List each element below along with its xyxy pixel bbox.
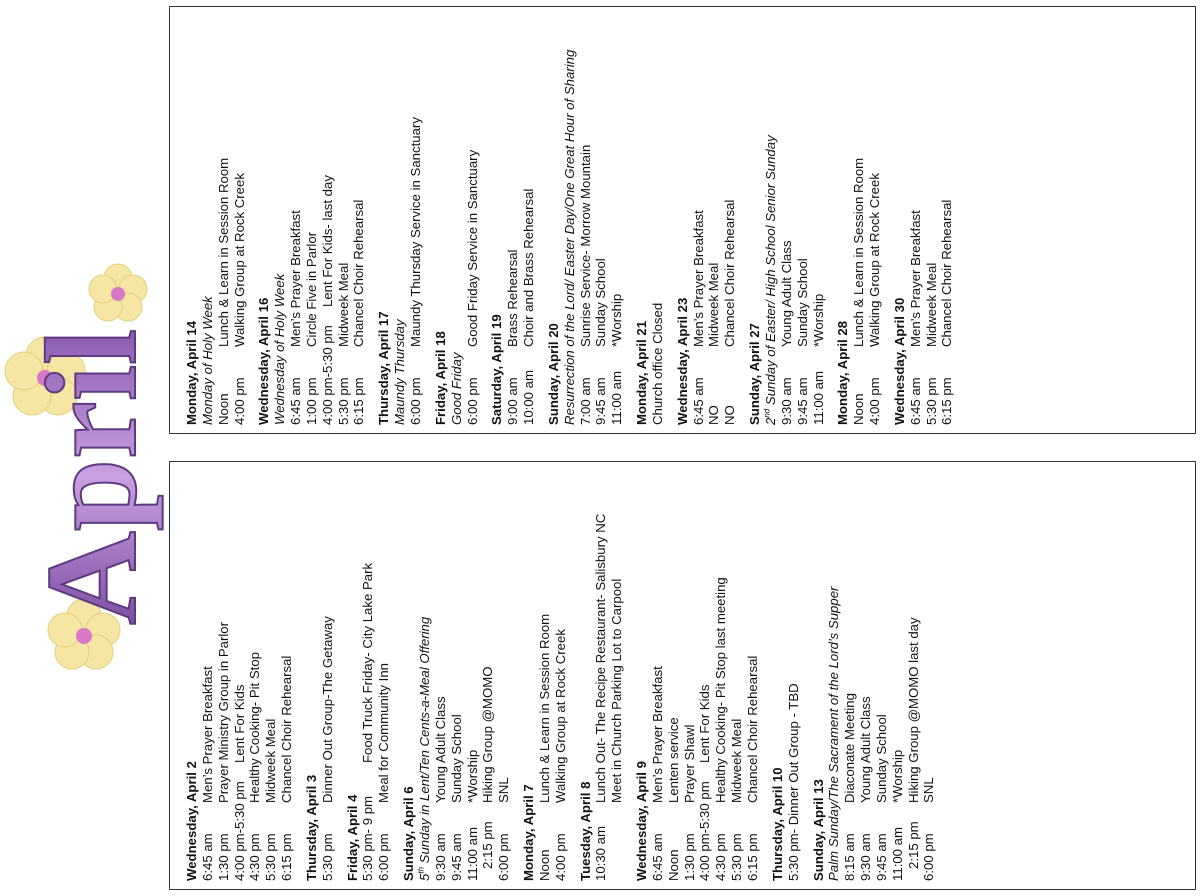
- event-time: 11:00 am: [609, 370, 625, 425]
- event-description: Good Friday Service in Sanctuary: [464, 149, 480, 347]
- day-heading: Wednesday, April 23: [674, 297, 690, 425]
- event-description: SNL: [921, 777, 937, 803]
- event-row: [480, 473, 496, 881]
- event-description: Lunch & Learn in Session Room: [215, 157, 231, 347]
- event-description: *Worship: [889, 749, 905, 803]
- event-description: Lunch & Learn in Session Room: [536, 613, 552, 803]
- event-row: [867, 17, 883, 425]
- event-description: Midweek Meal: [729, 718, 745, 803]
- day-block: [770, 473, 802, 881]
- event-row: [304, 17, 320, 425]
- day-heading: Monday, April 28: [835, 320, 851, 425]
- event-row: [697, 473, 713, 881]
- event-description: Lunch Out- The Recipe Restaurant- Salisbury NC: [593, 513, 609, 803]
- event-row: [320, 473, 336, 881]
- event-time: 4:00 pm-5:30 pm: [319, 325, 335, 425]
- event-time: 4:00 pm-5:30 pm: [697, 781, 713, 881]
- event-row: [609, 473, 625, 881]
- day-heading: Thursday, April 10: [769, 767, 785, 881]
- event-time: [609, 803, 625, 881]
- event-row: [609, 17, 625, 425]
- event-description: Midweek Meal: [263, 718, 279, 803]
- event-time: 6:15 pm: [745, 833, 760, 881]
- day-subtitle: [392, 17, 408, 425]
- schedule-panel-late-april: [169, 6, 1196, 434]
- day-subtitle-number: 2: [763, 417, 778, 425]
- event-time: 6:45 am: [690, 377, 706, 425]
- event-time: 9:45 am: [448, 833, 464, 881]
- event-time: 9:45 am: [593, 377, 609, 425]
- event-description: Midweek Meal: [923, 262, 939, 347]
- event-time: 6:00 pm: [496, 833, 512, 881]
- day-subtitle-text: Monday of Holy Week: [199, 296, 215, 425]
- event-description: Chancel Choir Rehearsal: [745, 655, 760, 803]
- event-time: 5:30 pm: [923, 377, 939, 425]
- event-time: NO: [722, 405, 738, 425]
- event-row: [263, 473, 279, 881]
- day-heading: Thursday, April 17: [376, 311, 392, 425]
- day-block: [376, 17, 424, 425]
- schedule-panel-early-april: [169, 461, 1196, 890]
- day-subtitle-text: Sunday in Lent/Ten Cents-a-Meal Offering: [416, 616, 432, 867]
- day-heading: Saturday, April 19: [489, 314, 505, 425]
- event-row: [288, 17, 304, 425]
- page-title: April: [20, 328, 164, 625]
- day-heading: Tuesday, April 8: [577, 781, 593, 881]
- event-description: Lent For Kids- last day: [319, 175, 335, 307]
- day-block: [521, 473, 569, 881]
- event-time: 6:45 am: [907, 377, 923, 425]
- day-block: [433, 17, 481, 425]
- event-description: Young Adult Class: [858, 696, 874, 803]
- event-time: 1:30 pm: [681, 833, 697, 881]
- event-description: Walking Group at Rock Creek: [552, 629, 568, 803]
- day-subtitle: [562, 17, 578, 425]
- event-time: 11:00 am: [464, 826, 480, 881]
- event-description: Sunday School: [448, 714, 464, 803]
- day-heading: Friday, April 4: [344, 794, 360, 881]
- day-subtitle: [272, 17, 288, 425]
- event-row: [811, 17, 827, 425]
- event-time: NO: [706, 405, 722, 425]
- event-row: [578, 17, 594, 425]
- event-description: Meal for Community Inn: [376, 663, 392, 803]
- event-row: [449, 473, 465, 881]
- event-time: 6:00 pm: [407, 377, 423, 425]
- event-row: [924, 17, 940, 425]
- event-description: *Worship: [464, 749, 480, 803]
- event-description: Healthy Cooking- Pit Stop: [247, 652, 263, 803]
- event-description: Dinner Out Group-The Getaway: [319, 616, 335, 803]
- event-row: [908, 17, 924, 425]
- event-description: Choir and Brass Rehearsal: [521, 188, 537, 347]
- event-time: Noon: [215, 393, 231, 425]
- event-row: [874, 473, 890, 881]
- event-description: Sunrise Service- Morrow Mountain: [577, 144, 593, 347]
- event-description: Hiking Group @MOMO last day: [905, 617, 921, 803]
- event-row: [200, 473, 216, 881]
- event-time: 5:30 pm- 9 pm: [360, 795, 376, 881]
- event-time: 2:15 pm: [480, 821, 496, 869]
- day-heading: Wednesday, April 16: [256, 297, 272, 425]
- event-time: 9:45 am: [873, 833, 889, 881]
- event-row: [320, 17, 336, 425]
- day-heading: Monday, April 14: [184, 320, 199, 425]
- event-time: 5:30 pm: [263, 833, 279, 881]
- event-time: 5:30 pm: [319, 833, 335, 881]
- day-heading: Sunday, April 20: [545, 323, 561, 425]
- event-description: Sunday School: [873, 714, 889, 803]
- schedule-early-april: [176, 467, 1191, 887]
- event-description: Food Truck Friday- City Lake Park: [360, 562, 376, 763]
- day-subtitle: [449, 17, 465, 425]
- event-row: [351, 17, 367, 425]
- event-row: [465, 17, 481, 425]
- day-heading: Monday, April 21: [634, 320, 650, 425]
- event-row: [921, 473, 937, 881]
- day-block: [401, 473, 512, 881]
- title-art: [0, 0, 168, 896]
- day-subtitle-text: Maundy Thursday: [392, 319, 408, 425]
- event-description: Sunday School: [593, 258, 609, 347]
- event-row: [465, 473, 481, 881]
- event-row: [593, 473, 609, 881]
- schedule-late-april: [176, 11, 1191, 431]
- event-row: [851, 17, 867, 425]
- day-subtitle-text: Resurrection of the Lord/ Easter Day/One Great Hour of Sharing: [561, 49, 577, 425]
- event-row: [906, 473, 922, 881]
- event-row: [890, 473, 906, 881]
- event-description: Chancel Choir Rehearsal: [722, 199, 738, 347]
- event-description: Men’s Prayer Breakfast: [690, 210, 706, 347]
- event-description: Walking Group at Rock Creek: [231, 173, 247, 347]
- event-time: 4:30 pm: [247, 833, 263, 881]
- event-description: *Worship: [609, 293, 625, 347]
- event-row: [232, 473, 248, 881]
- event-description: Young Adult Class: [778, 240, 794, 347]
- event-time: 5:30 pm: [335, 377, 351, 425]
- event-time: 5:30 pm: [729, 833, 745, 881]
- day-block: [747, 17, 826, 425]
- event-time: 4:00 pm: [552, 833, 568, 881]
- event-description: Lunch & Learn in Session Room: [851, 157, 867, 347]
- event-row: [650, 17, 666, 425]
- day-subtitle: [763, 17, 779, 425]
- day-heading: Wednesday, April 9: [634, 761, 650, 881]
- event-description: SNL: [496, 777, 512, 803]
- day-block: [578, 473, 626, 881]
- event-description: Men’s Prayer Breakfast: [199, 666, 215, 803]
- event-description: Chancel Choir Rehearsal: [939, 199, 955, 347]
- event-description: Chancel Choir Rehearsal: [279, 655, 295, 803]
- day-heading: Monday, April 7: [521, 784, 537, 881]
- event-time: 9:30 am: [858, 833, 874, 881]
- event-row: [779, 17, 795, 425]
- event-row: [376, 473, 392, 881]
- event-time: 9:00 am: [505, 377, 521, 425]
- event-time: Noon: [665, 849, 681, 881]
- event-description: Sunday School: [794, 258, 810, 347]
- day-block: [892, 17, 955, 425]
- event-time: 6:15 pm: [939, 377, 955, 425]
- event-time: 6:45 am: [199, 833, 215, 881]
- day-block: [489, 17, 537, 425]
- day-subtitle-number: 5: [416, 873, 432, 881]
- flower-icon: [89, 264, 147, 321]
- event-row: [279, 473, 295, 881]
- event-description: Lent For Kids: [231, 684, 247, 763]
- day-subtitle-text: Wednesday of Holy Week: [272, 273, 288, 425]
- event-time: 4:00 pm-5:30 pm: [231, 781, 247, 881]
- event-time: 4:30 pm: [713, 833, 729, 881]
- event-description: Brass Rehearsal: [505, 249, 521, 347]
- event-time: 10:30 am: [593, 826, 609, 881]
- event-time: 6:00 pm: [376, 833, 392, 881]
- event-row: [842, 473, 858, 881]
- event-row: [537, 473, 553, 881]
- event-row: [858, 473, 874, 881]
- day-heading: Sunday, April 27: [747, 323, 763, 425]
- event-time: Noon: [536, 849, 552, 881]
- event-row: [336, 17, 352, 425]
- day-block: [546, 17, 625, 425]
- day-subtitle: [417, 473, 433, 881]
- event-time: 2:15 pm: [905, 821, 921, 869]
- event-row: [706, 17, 722, 425]
- event-row: [722, 17, 738, 425]
- event-description: 5:30 pm- Dinner Out Group - TBD: [785, 683, 801, 881]
- event-time: 4:00 pm: [231, 377, 247, 425]
- event-row: [521, 17, 537, 425]
- day-heading: Friday, April 18: [432, 331, 448, 425]
- event-row: [408, 17, 424, 425]
- event-description: Prayer Shawl: [681, 724, 697, 803]
- event-description: Hiking Group @MOMO: [480, 666, 496, 803]
- event-row: [745, 473, 761, 881]
- event-row: [729, 473, 745, 881]
- event-time: 6:45 am: [288, 377, 304, 425]
- event-row: [650, 473, 666, 881]
- event-description: Men’s Prayer Breakfast: [907, 210, 923, 347]
- event-time: 1:00 pm: [303, 377, 319, 425]
- day-subtitle-text: Sunday of Easter/ High School Senior Sunday: [763, 135, 778, 409]
- event-time: 8:15 am: [842, 833, 858, 881]
- event-time: 11:00 am: [810, 370, 826, 425]
- event-time: 9:30 am: [432, 833, 448, 881]
- day-block: [184, 473, 295, 881]
- event-description: Young Adult Class: [432, 696, 448, 803]
- event-row: [593, 17, 609, 425]
- event-description: Men’s Prayer Breakfast: [649, 666, 665, 803]
- event-description: Chancel Choir Rehearsal: [351, 199, 367, 347]
- event-description: Lenten service: [665, 717, 681, 803]
- day-subtitle-ordinal: th: [416, 866, 426, 874]
- event-time: 10:00 am: [521, 370, 537, 425]
- day-subtitle: [826, 473, 842, 881]
- day-block: [811, 473, 938, 881]
- day-block: [256, 17, 367, 425]
- day-block: [634, 17, 666, 425]
- day-heading: Wednesday, April 30: [891, 297, 907, 425]
- event-description: Men’s Prayer Breakfast: [288, 210, 304, 347]
- day-subtitle: [200, 17, 216, 425]
- day-subtitle-text: Good Friday: [448, 352, 464, 425]
- day-subtitle-text: Palm Sunday/The Sacrament of the Lord’s Supper: [826, 586, 842, 881]
- event-row: [691, 17, 707, 425]
- event-time: 6:00 pm: [464, 377, 480, 425]
- day-block: [304, 473, 336, 881]
- event-row: [505, 17, 521, 425]
- event-description: Midweek Meal: [335, 262, 351, 347]
- event-row: [553, 473, 569, 881]
- day-block: [835, 17, 883, 425]
- day-subtitle-ordinal: nd: [762, 408, 772, 418]
- event-description: Prayer Ministry Group in Parlor: [215, 621, 231, 803]
- event-description: Walking Group at Rock Creek: [867, 173, 883, 347]
- event-time: 6:45 am: [649, 833, 665, 881]
- event-time: 9:45 am: [794, 377, 810, 425]
- day-block: [184, 17, 247, 425]
- event-row: [786, 473, 802, 881]
- event-row: [433, 473, 449, 881]
- event-row: [496, 473, 512, 881]
- day-heading: Sunday, April 6: [401, 786, 417, 881]
- event-description: *Worship: [810, 293, 826, 347]
- event-row: [795, 17, 811, 425]
- event-time: Noon: [851, 393, 867, 425]
- event-time: 1:30 pm: [215, 833, 231, 881]
- event-row: [682, 473, 698, 881]
- day-heading: Thursday, April 3: [303, 774, 319, 881]
- event-description: Healthy Cooking- Pit Stop last meeting: [713, 577, 729, 803]
- day-block: [634, 473, 761, 881]
- day-block: [345, 473, 393, 881]
- event-time: 6:15 pm: [351, 377, 367, 425]
- day-block: [675, 17, 738, 425]
- event-row: [666, 473, 682, 881]
- event-time: 9:30 am: [778, 377, 794, 425]
- event-time: 11:00 am: [889, 826, 905, 881]
- event-description: Diaconate Meeting: [842, 693, 858, 803]
- event-description: Midweek Meal: [706, 262, 722, 347]
- event-row: [360, 473, 376, 881]
- event-row: [939, 17, 955, 425]
- event-row: [247, 473, 263, 881]
- event-row: [216, 17, 232, 425]
- title-illustration: [0, 0, 168, 896]
- day-heading: Wednesday, April 2: [184, 761, 199, 881]
- event-description: Lent For Kids: [697, 684, 713, 763]
- event-description: Circle Five in Parlor: [303, 231, 319, 347]
- event-description: Church office Closed: [649, 302, 665, 425]
- event-description: Maundy Thursday Service in Sanctuary: [407, 117, 423, 347]
- event-description: Meet in Church Parking Lot to Carpool: [609, 578, 625, 803]
- event-row: [232, 17, 248, 425]
- event-row: [713, 473, 729, 881]
- event-row: [216, 473, 232, 881]
- event-time: 4:00 pm: [867, 377, 883, 425]
- event-time: 7:00 am: [577, 377, 593, 425]
- event-time: 6:15 pm: [279, 833, 295, 881]
- day-heading: Sunday, April 13: [810, 779, 826, 881]
- event-time: 6:00 pm: [921, 833, 937, 881]
